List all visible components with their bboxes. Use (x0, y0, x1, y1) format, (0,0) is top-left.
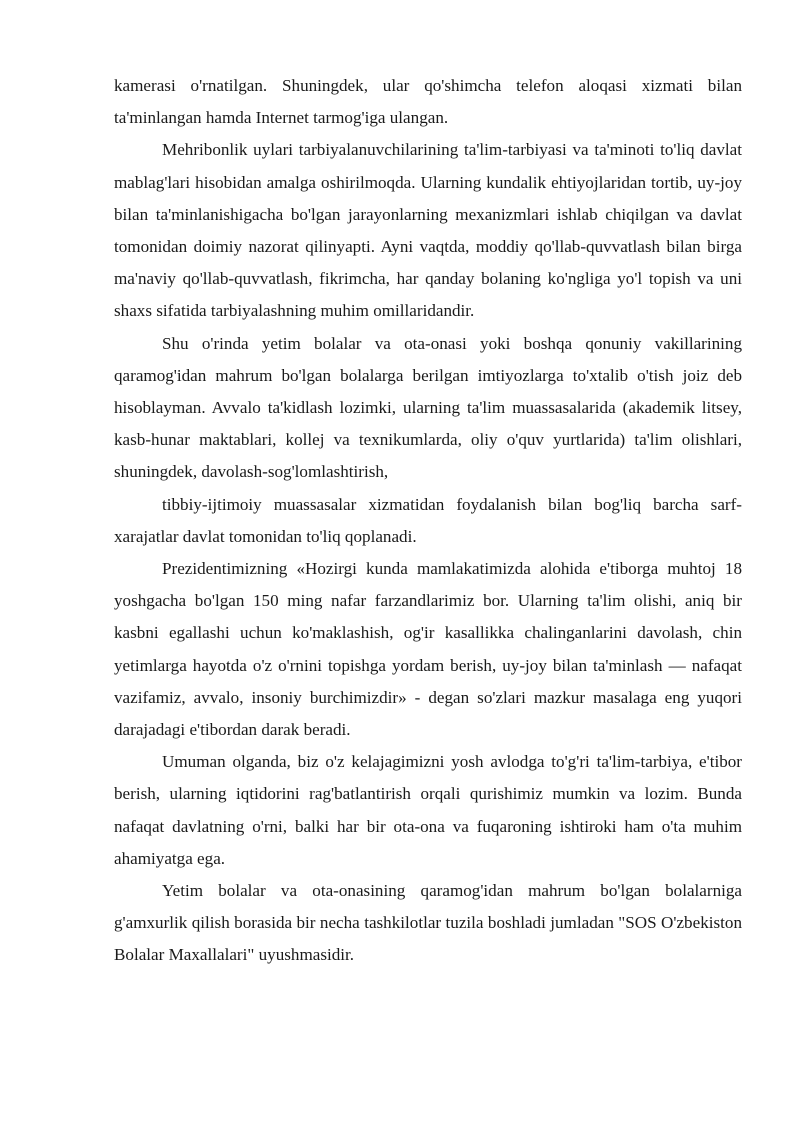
paragraph-future: Umuman olganda, biz o'z kelajagimizni yosh avlodga to'g'ri ta'lim-tarbiya, e'tibor berish, ularning iqtidorini rag'batlantirish orqali qurishimiz mumkin va lozim. Bunda nafaqat davlatning o'rni, balki har bir ota-ona va fuqaroning ishtiroki ham o'ta muhim ahamiyatga ega. (114, 752, 742, 868)
paragraph-sos: Yetim bolalar va ota-onasining qaramog'idan mahrum bo'lgan bolalarniga g'amxurlik qilish borasida bir necha tashkilotlar tuzila boshladi jumladan "SOS O'zbekiston Bolalar Maxallalari" uyushmasidir. (114, 881, 742, 965)
document-page (114, 70, 742, 972)
paragraph-orphanage-funding: Mehribonlik uylari tarbiyalanuvchilarining ta'lim-tarbiyasi va ta'minoti to'liq davlat mablag'lari hisobidan amalga oshirilmoqda. Ularning kundalik ehtiyojlaridan tortib, uy-joy bilan ta'minlanishigacha bo'lgan jarayonlarning mexanizmlari ishlab chiqilgan va davlat tomonidan doimiy nazorat qilinyapti. Ayni vaqtda, moddiy qo'llab-quvvatlash bilan birga ma'naviy qo'llab-quvvatlash, fikrimcha, har qanday bolaning ko'ngliga yo'l topish va uni shaxs sifatida tarbiyalashning muhim omillaridandir. (114, 140, 742, 321)
paragraph-medical-costs: tibbiy-ijtimoiy muassasalar xizmatidan foydalanish bilan bog'liq barcha sarf-xarajatlar davlat tomonidan to'liq qoplanadi. (114, 494, 742, 546)
paragraph-president-quote: Prezidentimizning «Hozirgi kunda mamlakatimizda alohida e'tiborga muhtoj 18 yoshgacha bo'lgan 150 ming nafar farzandlarimiz bor. Ularning ta'lim olishi, aniq bir kasbni egallashi uchun ko'maklashish, og'ir kasallikka chalinganlarini davolash, chin yetimlarga hayotda o'z o'rnini topishga yordam berish, uy-joy bilan ta'minlash — nafaqat vazifamiz, avvalo, insoniy burchimizdir» - degan so'zlari mazkur masalaga eng yuqori darajadagi e'tibordan darak beradi. (114, 559, 742, 740)
paragraph-continuation: kamerasi o'rnatilgan. Shuningdek, ular qo'shimcha telefon aloqasi xizmati bilan ta'minlangan hamda Internet tarmog'iga ulangan. (114, 76, 742, 128)
paragraph-benefits: Shu o'rinda yetim bolalar va ota-onasi yoki boshqa qonuniy vakillarining qaramog'idan mahrum bo'lgan bolalarga berilgan imtiyozlarga to'xtalib o'tish joiz deb hisoblayman. Avvalo ta'kidlash lozimki, ularning ta'lim muassasalarida (akademik litsey, kasb-hunar maktablari, kollej va texnikumlarda, oliy o'quv yurtlarida) ta'lim olishlari, shuningdek, davolash-sog'lomlashtirish, (114, 333, 742, 482)
